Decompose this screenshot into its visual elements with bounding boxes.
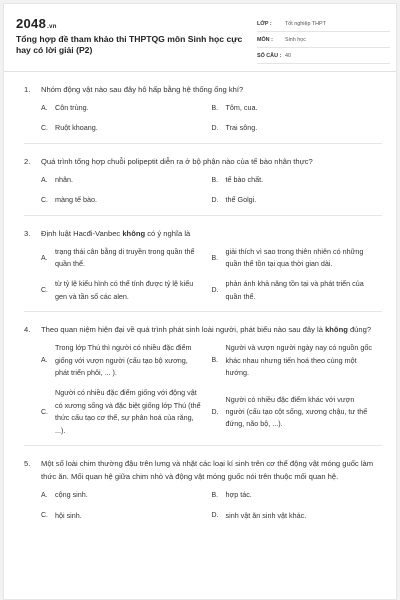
option-letter: C. — [41, 125, 48, 133]
option-a[interactable] — [41, 489, 212, 509]
question-text-emphasis: không — [122, 228, 146, 238]
option-letter: A. — [41, 491, 48, 499]
option-text: Người và vượn người ngày nay có nguồn gốc khác nhau nhưng tiến hoá theo cùng một hướng. — [225, 343, 372, 378]
option-letter: A. — [41, 254, 48, 262]
option-d[interactable] — [212, 194, 383, 214]
meta-subject-row — [257, 32, 390, 48]
document-header — [4, 4, 396, 72]
option-letter: D. — [211, 408, 219, 416]
option-text: Người có nhiều đặc điểm khác với vượn người (cấu tạo cột sống, xương chậu, tư thế đứng, não bộ, ...). — [225, 394, 368, 429]
answer-options — [24, 342, 382, 445]
option-b[interactable] — [212, 342, 383, 387]
option-text: Trong lớp Thú thì người có nhiều đặc điểm giống với vượn người (cấu tạo bộ xương, phát triển phôi, ... ). — [55, 343, 192, 378]
option-letter: A. — [41, 104, 48, 112]
question-4 — [24, 312, 382, 446]
question-number: 5. — [24, 459, 31, 469]
option-text: Trai sông. — [225, 123, 258, 133]
option-d[interactable] — [212, 510, 383, 530]
question-text-before: Định luật Hacđi-Vanbec — [41, 228, 123, 238]
option-d[interactable] — [212, 122, 383, 142]
logo-main: 2048 — [16, 16, 47, 31]
option-letter: D. — [211, 125, 219, 133]
answer-options — [24, 489, 382, 530]
answer-options — [24, 246, 382, 312]
option-text: nhân. — [55, 174, 73, 184]
option-c[interactable] — [41, 122, 212, 142]
option-letter: A. — [41, 176, 48, 184]
option-c[interactable] — [41, 510, 212, 530]
meta-class-value: Tốt nghiệp THPT — [285, 20, 326, 27]
question-text-before: Theo quan niệm hiện đại về quá trình phát sinh loài người, phát biểu nào sau đây là — [41, 325, 326, 335]
option-text: Côn trùng. — [55, 103, 89, 112]
option-text: giải thích vì sao trong thiên nhiên có những quần thể tồn tại qua thời gian dài. — [225, 246, 364, 269]
option-text: cộng sinh. — [55, 490, 88, 500]
question-text-emphasis: không — [325, 325, 348, 335]
option-letter: B. — [211, 491, 219, 499]
option-a[interactable] — [41, 102, 212, 122]
option-c[interactable] — [41, 387, 212, 445]
answer-options — [24, 174, 382, 215]
meta-class-row — [257, 16, 390, 32]
meta-count-label: SỐ CÂU : — [257, 52, 282, 59]
option-letter: D. — [211, 287, 219, 295]
option-text: thể Golgi. — [225, 195, 257, 205]
option-text: hợp tác. — [225, 490, 252, 500]
option-letter: B. — [211, 176, 219, 184]
meta-subject-label: MÔN : — [257, 36, 273, 43]
option-letter: B. — [211, 357, 219, 365]
option-a[interactable] — [41, 174, 212, 194]
option-c[interactable] — [41, 278, 212, 311]
option-text: Người có nhiều đặc điểm giống với động vật có xương sống và đặc biệt giống lớp Thú (thể thức cấu tạo cơ thể, sự phân hoá của răng, ...). — [55, 388, 201, 435]
question-text: Quá trình tổng hợp chuỗi polipeptit diễn ra ở bộ phận nào của tế bào nhân thực? — [41, 156, 313, 166]
question-text-after: đúng? — [347, 325, 372, 335]
meta-count-value: 40 — [285, 52, 291, 59]
option-text: phản ánh khả năng tồn tại và phát triển của quần thể. — [225, 279, 364, 301]
option-letter: C. — [41, 408, 48, 416]
question-number: 2. — [24, 156, 31, 166]
option-text: tế bào chất. — [225, 174, 264, 184]
document-page — [3, 3, 397, 600]
option-c[interactable] — [41, 194, 212, 214]
option-text: Tôm, cua. — [225, 103, 258, 112]
option-text: trạng thái cân bằng di truyền trong quần thể quần thể. — [55, 246, 195, 269]
meta-count-row — [257, 48, 390, 64]
question-number: 4. — [24, 325, 31, 335]
option-text: từ tỷ lệ kiểu hình có thể tính được tỷ lệ kiểu gen và tần số các alen. — [55, 279, 194, 301]
answer-options — [24, 102, 382, 143]
option-letter: D. — [211, 196, 219, 204]
document-meta — [257, 16, 390, 64]
option-text: hội sinh. — [55, 510, 82, 520]
option-b[interactable] — [212, 102, 383, 122]
question-2 — [24, 144, 382, 216]
option-d[interactable] — [212, 387, 383, 445]
option-letter: C. — [41, 196, 48, 204]
meta-class-label: LỚP : — [257, 20, 272, 27]
option-b[interactable] — [212, 174, 383, 194]
option-text: màng tế bào. — [55, 195, 97, 205]
question-list — [4, 72, 396, 530]
option-letter: C. — [41, 287, 48, 295]
question-number: 3. — [24, 228, 31, 238]
option-letter: B. — [211, 254, 219, 262]
option-text: Ruột khoang. — [55, 123, 98, 133]
question-1 — [24, 72, 382, 144]
option-letter: A. — [41, 357, 48, 365]
option-letter: B. — [211, 104, 219, 112]
option-b[interactable] — [212, 246, 383, 279]
question-text — [41, 323, 382, 336]
question-3 — [24, 216, 382, 313]
question-text-after: có ý nghĩa là — [145, 228, 191, 238]
option-b[interactable] — [212, 489, 383, 509]
question-text: Một số loài chim thường đậu trên lưng và nhặt các loại kí sinh trên cơ thể động vật móng guốc làm thức ăn. Mối quan hệ giữa chim nhỏ và động vật móng guốc nói trên thuộc mối quan hệ. — [41, 459, 374, 482]
logo-suffix: .vn — [47, 24, 57, 30]
site-logo[interactable] — [16, 16, 57, 31]
question-number: 1. — [24, 85, 31, 94]
option-d[interactable] — [212, 278, 383, 311]
question-text — [41, 227, 382, 240]
option-a[interactable] — [41, 246, 212, 279]
document-title: Tổng hợp đề tham khảo thi THPTQG môn Sinh học cực hay có lời giải (P2) — [16, 34, 243, 55]
option-letter: C. — [41, 512, 48, 520]
meta-subject-value: Sinh học — [285, 36, 306, 43]
option-letter: D. — [211, 512, 219, 520]
question-5 — [24, 446, 382, 530]
question-text: Nhóm động vật nào sau đây hô hấp bằng hệ thống ống khí? — [41, 85, 244, 94]
option-text: sinh vật ăn sinh vật khác. — [225, 510, 307, 520]
option-a[interactable] — [41, 342, 212, 387]
